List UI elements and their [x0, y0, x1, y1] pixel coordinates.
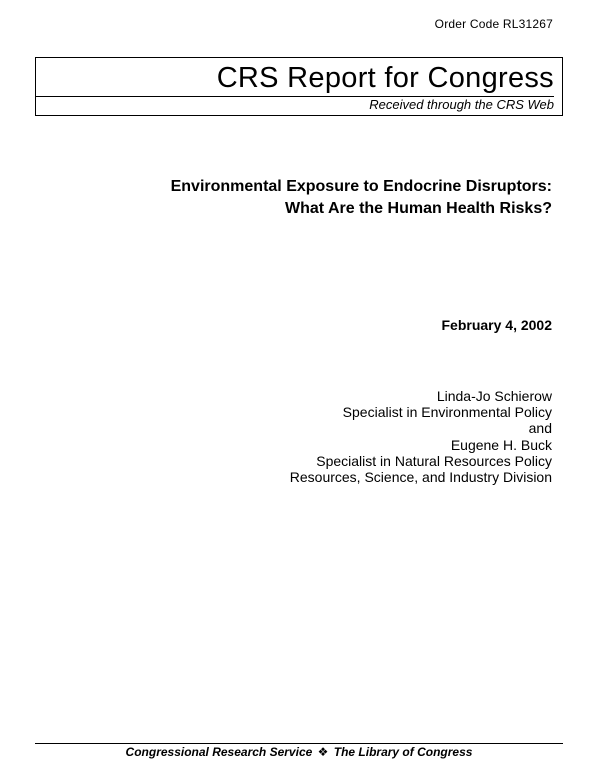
report-date: February 4, 2002 — [441, 317, 552, 333]
report-title-line-1: Environmental Exposure to Endocrine Disruptors: — [170, 178, 552, 195]
footer — [35, 744, 563, 760]
author-conjunction: and — [528, 420, 552, 437]
order-code: Order Code RL31267 — [434, 17, 553, 31]
report-title-line-2: What Are the Human Health Risks? — [284, 200, 552, 217]
footer-library: The Library of Congress — [333, 745, 473, 759]
author-block — [290, 388, 552, 485]
author-2-name: Eugene H. Buck — [450, 436, 552, 453]
author-1-title: Specialist in Environmental Policy — [342, 404, 552, 421]
header-title: CRS Report for Congress — [216, 62, 554, 94]
author-division: Resources, Science, and Industry Division — [289, 469, 552, 486]
diamond-separator-icon: ❖ — [317, 745, 329, 759]
footer-org: Congressional Research Service — [125, 745, 313, 759]
report-header — [35, 57, 563, 116]
author-2-title: Specialist in Natural Resources Policy — [316, 452, 552, 469]
author-1-name: Linda-Jo Schierow — [436, 388, 552, 404]
header-subtitle: Received through the CRS Web — [369, 97, 554, 112]
report-title — [171, 176, 552, 220]
